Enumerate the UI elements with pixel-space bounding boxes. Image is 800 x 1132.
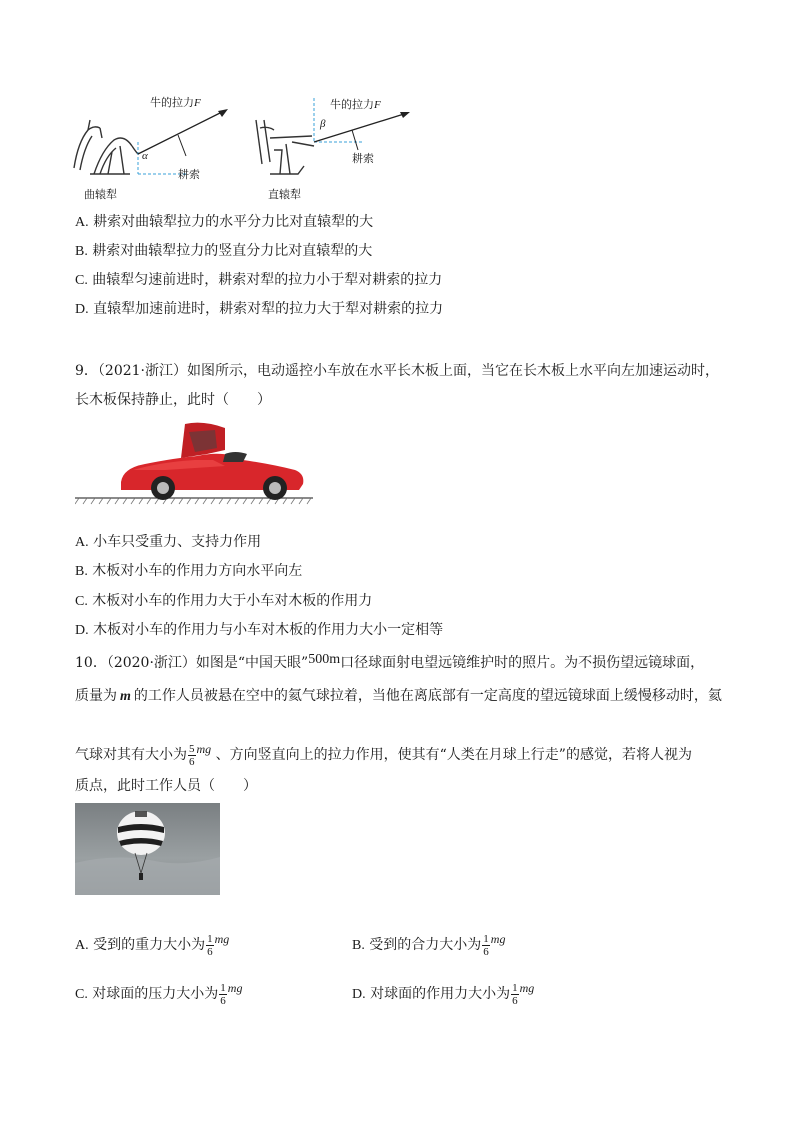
q9-stem-line1: 9．（2021·浙江）如图所示，电动遥控小车放在水平长木板上面，当它在长木板上水平向左加速运动时， [75, 363, 719, 379]
option-label: D. [75, 623, 89, 638]
q10-aperture-value: 500m [308, 652, 341, 667]
angle-beta: β [320, 118, 326, 130]
option-text: 受到的合力大小为 [369, 937, 482, 953]
q10-mass-symbol: m [120, 689, 131, 704]
option-text: 受到的重力大小为 [93, 937, 206, 953]
option-text: 耕索对曲辕犁拉力的竖直分力比对直辕犁的大 [92, 243, 373, 259]
option-text: 曲辕犁匀速前进时，耕索对犁的拉力小于犁对耕索的拉力 [92, 272, 443, 288]
q10-stem-line3 [75, 734, 692, 770]
rope-label-right: 耕索 [352, 152, 374, 165]
option-text: 木板对小车的作用力大于小车对木板的作用力 [92, 593, 373, 609]
force-symbol-right: F [374, 99, 381, 111]
q8-option-d[interactable] [75, 299, 443, 320]
option-text: 小车只受重力、支持力作用 [93, 534, 262, 550]
mg-symbol: mg [227, 981, 243, 995]
fraction-numerator: 5 [189, 742, 195, 755]
option-label: B. [75, 244, 88, 259]
straight-plough-label: 直辕犁 [268, 188, 301, 201]
five-sixths-fraction [188, 743, 196, 768]
q10-line2-part-a: 质量为 [75, 688, 117, 704]
q9-stem-line2: 长木板保持静止，此时（ ） [75, 392, 271, 408]
one-sixth-fraction [206, 933, 214, 958]
option-label: B. [75, 564, 88, 579]
option-text: 木板对小车的作用力方向水平向左 [92, 563, 303, 579]
q8-option-c[interactable] [75, 270, 442, 291]
force-label-right: 牛的拉力 [330, 98, 374, 111]
option-label: A. [75, 215, 89, 230]
one-sixth-fraction [511, 982, 519, 1007]
option-text: 对球面的压力大小为 [92, 986, 219, 1002]
q10-option-a[interactable] [75, 924, 229, 961]
option-text: 耕索对曲辕犁拉力的水平分力比对直辕犁的大 [93, 214, 374, 230]
plough-figure [60, 90, 440, 205]
curved-plough-label: 曲辕犁 [84, 188, 117, 201]
q10-option-b[interactable] [352, 924, 505, 961]
fraction-denominator: 6 [220, 994, 226, 1007]
rope-label-left: 耕索 [178, 168, 200, 181]
curved-plough-diagram [60, 90, 440, 205]
force-symbol-left: F [194, 97, 201, 109]
fraction-denominator: 6 [512, 994, 518, 1007]
rc-car-photo [75, 420, 315, 510]
mg-symbol: mg [214, 932, 230, 946]
q9-option-d[interactable] [75, 620, 443, 641]
fraction-denominator: 6 [483, 945, 489, 958]
mg-symbol: mg [196, 742, 212, 756]
option-label: C. [75, 987, 88, 1002]
fraction-numerator: 1 [512, 981, 518, 994]
one-sixth-fraction [482, 933, 490, 958]
q8-option-a[interactable] [75, 212, 373, 233]
q9-option-b[interactable] [75, 561, 302, 582]
q9-option-a[interactable] [75, 532, 261, 553]
fraction-numerator: 1 [483, 932, 489, 945]
angle-alpha: α [142, 150, 148, 162]
option-text: 直辕犁加速前进时，耕索对犁的拉力大于犁对耕索的拉力 [93, 301, 444, 317]
force-label-left: 牛的拉力 [150, 96, 194, 109]
balloon-photo [75, 803, 220, 895]
option-text: 对球面的作用力大小为 [370, 986, 511, 1002]
fraction-numerator: 1 [220, 981, 226, 994]
q10-stem-line1 [75, 650, 704, 673]
option-label: C. [75, 594, 88, 609]
option-label: A. [75, 938, 89, 953]
q10-line1-part-a: 10．（2020·浙江）如图是“中国天眼” [75, 655, 309, 671]
q8-option-b[interactable] [75, 241, 372, 262]
fraction-denominator: 6 [189, 755, 195, 768]
q10-option-d[interactable] [352, 973, 534, 1010]
q9-option-c[interactable] [75, 591, 372, 612]
fraction-denominator: 6 [207, 945, 213, 958]
q10-option-c[interactable] [75, 973, 242, 1010]
option-label: D. [75, 302, 89, 317]
q10-line1-part-b: 口径球面射电望远镜维护时的照片。为不损伤望远镜球面， [340, 655, 705, 671]
mg-symbol: mg [519, 981, 535, 995]
q10-line3-part-a: 气球对其有大小为 [75, 747, 187, 763]
option-label: D. [352, 987, 366, 1002]
option-label: B. [352, 938, 365, 953]
option-text: 木板对小车的作用力与小车对木板的作用力大小一定相等 [93, 622, 444, 638]
option-label: C. [75, 273, 88, 288]
one-sixth-fraction [219, 982, 227, 1007]
q10-stem-line4: 质点，此时工作人员（ ） [75, 778, 257, 794]
q10-line2-part-b: 的工作人员被悬在空中的氦气球拉着，当他在离底部有一定高度的望远镜球面上缓慢移动时，氦 [133, 688, 722, 704]
q10-stem-line2 [75, 686, 722, 707]
fraction-numerator: 1 [207, 932, 213, 945]
mg-symbol: mg [490, 932, 506, 946]
option-label: A. [75, 535, 89, 550]
q10-line3-part-b: 、方向竖直向上的拉力作用，使其有“人类在月球上行走”的感觉，若将人视为 [215, 747, 692, 763]
